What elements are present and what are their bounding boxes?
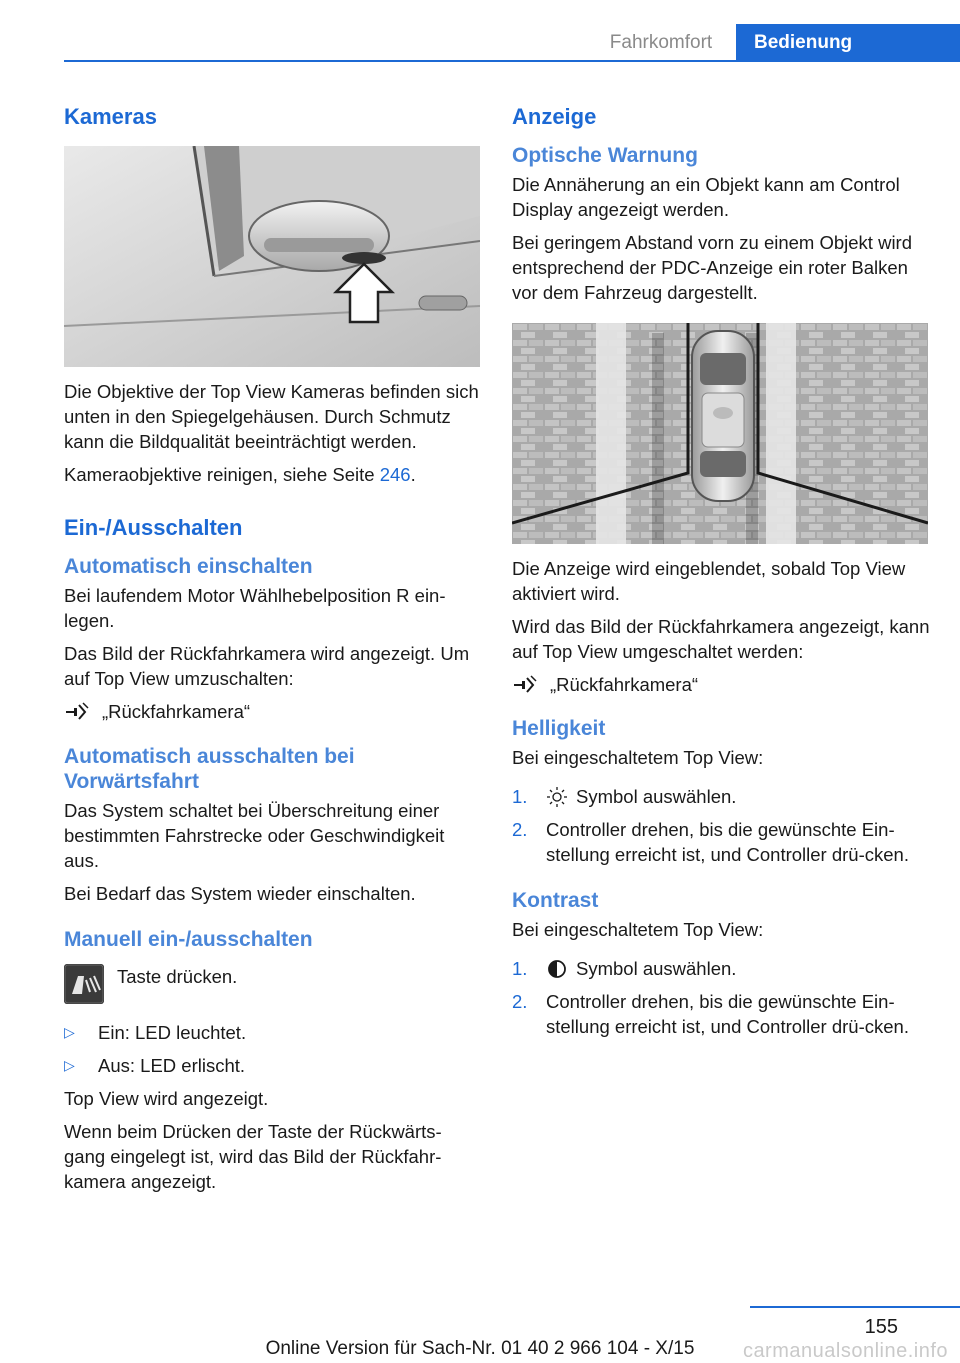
auto-aus-paragraph: Das System schaltet bei Überschreitung einer bestimmten Fahrstrecke oder Geschwindigkeit aus. <box>64 800 445 871</box>
step-text: Symbol auswählen. <box>576 786 737 807</box>
optisch-paragraph: Die Annäherung an ein Objekt kann am Control Display angezeigt werden. <box>512 174 900 220</box>
bullet-text: Ein: LED leuchtet. <box>98 1022 247 1043</box>
menu-label: „Rückfahrkamera“ <box>550 674 699 695</box>
bullet-aus <box>64 1053 480 1078</box>
header-chapter-tab: Bedienung <box>736 24 960 62</box>
display-paragraph: Die Anzeige wird eingeblendet, sobald Top View aktiviert wird. <box>512 558 906 604</box>
brightness-sun-icon <box>546 786 568 808</box>
einaus-heading: Ein-/Ausschalten <box>64 515 243 540</box>
switch-paragraph: Wird das Bild der Rückfahrkamera angezeigt, kann auf Top View umgeschaltet werden: <box>512 616 930 662</box>
menu-label: „Rückfahrkamera“ <box>102 701 251 722</box>
menu-line-rueckfahrkamera-right <box>512 672 930 697</box>
kameras-paragraph: Die Objektive der Top View Kameras befinden sich unten in den Spiegelgehäusen. Durch Schmutz kann die Bildqualität beeinträchtigt werden. <box>64 381 479 452</box>
mirror-camera-illustration <box>64 146 480 367</box>
auto-aus-heading: Automatisch ausschalten bei Vorwärtsfahrt <box>64 745 355 793</box>
auto-ein-paragraph-2: Das Bild der Rückfahrkamera wird angezeigt. Um auf Top View umzuschalten: <box>64 643 470 689</box>
controller-icon <box>512 674 538 696</box>
kontrast-step-1 <box>512 956 930 981</box>
header-section-tab: Fahrkomfort <box>609 32 713 53</box>
kameras-heading: Kameras <box>64 104 157 129</box>
step-text: Controller drehen, bis die gewünschte Ein-stellung erreicht ist, und Controller drü-cken. <box>546 991 909 1037</box>
helligkeit-step-2 <box>512 817 930 867</box>
page-number: 155 <box>864 1316 898 1338</box>
watermark-text: carmanualsonline.info <box>742 1340 948 1362</box>
topview-display-illustration <box>512 323 928 544</box>
online-version-note: Online Version für Sach-Nr. 01 40 2 966 104 - X/15 <box>265 1338 695 1359</box>
optisch-paragraph-2: Bei geringem Abstand vorn zu einem Objekt wird entsprechend der PDC-Anzeige ein roter Balken vor dem Fahrzeug dargestellt. <box>512 232 913 303</box>
reinigen-text: Kameraobjektive reinigen, siehe Seite <box>64 464 380 485</box>
bullet-ein <box>64 1020 480 1045</box>
topview-button-icon <box>64 964 104 1004</box>
step-number: 2. <box>512 991 528 1012</box>
mirror-camera-image <box>64 146 480 367</box>
helligkeit-intro: Bei eingeschaltetem Top View: <box>512 747 764 768</box>
reinigen-paragraph <box>64 462 480 487</box>
topview-car-icon <box>64 964 104 1004</box>
auto-ein-heading: Automatisch einschalten <box>64 555 313 578</box>
page-link-246[interactable]: 246 <box>379 464 411 485</box>
manuell-paragraph: Taste drücken. <box>117 966 238 987</box>
bullet-text: Aus: LED erlischt. <box>98 1055 246 1076</box>
menu-line-rueckfahrkamera <box>64 699 480 724</box>
right-column <box>512 100 930 1039</box>
contrast-icon <box>546 958 568 980</box>
topview-display-image <box>512 323 928 544</box>
bullet-triangle-icon: ▷ <box>64 1024 75 1040</box>
kontrast-intro: Bei eingeschaltetem Top View: <box>512 919 764 940</box>
footer-divider <box>750 1306 960 1308</box>
manuell-heading: Manuell ein-/ausschalten <box>64 928 313 951</box>
manuell-button-row <box>64 964 480 1004</box>
reinigen-end: . <box>410 464 416 485</box>
topview-paragraph: Top View wird angezeigt. <box>64 1088 269 1109</box>
auto-ein-paragraph: Bei laufendem Motor Wählhebelposition R ein-legen. <box>64 585 446 631</box>
kontrast-step-2 <box>512 989 930 1039</box>
helligkeit-step-1 <box>512 784 930 809</box>
header-divider <box>64 60 960 62</box>
controller-icon <box>64 701 90 723</box>
bullet-triangle-icon: ▷ <box>64 1057 75 1073</box>
optisch-heading: Optische Warnung <box>512 144 698 167</box>
helligkeit-heading: Helligkeit <box>512 717 606 740</box>
step-number: 2. <box>512 819 528 840</box>
left-column <box>64 100 480 1194</box>
step-text: Symbol auswählen. <box>576 958 737 979</box>
anzeige-heading: Anzeige <box>512 104 597 129</box>
step-number: 1. <box>512 958 528 979</box>
rueck-paragraph: Wenn beim Drücken der Taste der Rückwärts-gang eingelegt ist, wird das Bild der Rückfahr-kamera angezeigt. <box>64 1121 442 1192</box>
kontrast-heading: Kontrast <box>512 889 599 912</box>
step-text: Controller drehen, bis die gewünschte Ein-stellung erreicht ist, und Controller drü-cken. <box>546 819 909 865</box>
auto-aus-paragraph-2: Bei Bedarf das System wieder einschalten. <box>64 883 416 904</box>
step-number: 1. <box>512 786 528 807</box>
